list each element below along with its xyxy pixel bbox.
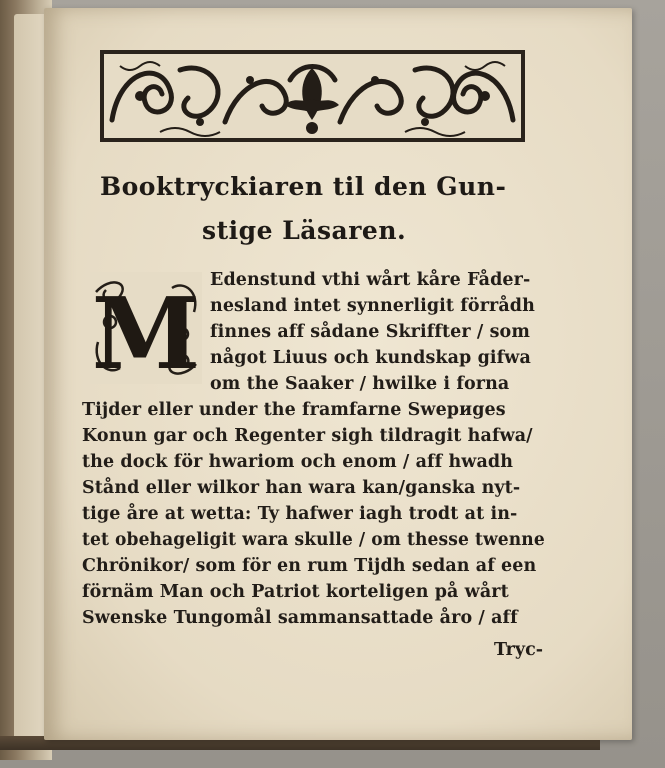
ornamental-headpiece: [100, 50, 525, 142]
body-line: Edenstund vthi wårt kåre Fåder-: [210, 270, 531, 290]
body-line: finnes aff sådane Skriffter / som: [210, 322, 530, 342]
body-line: Chrönikor/ som för en rum Tijdh sedan af een: [82, 556, 537, 576]
title-line-2: stige Läsaren.: [202, 216, 407, 245]
body-line: Konun gar och Regenter sigh tildragit hafwa/: [82, 426, 533, 446]
body-line: förnäm Man och Patriot korteligen på wårt: [82, 582, 509, 602]
catchword: Tryc-: [493, 640, 543, 660]
body-line: Stånd eller wilkor han wara kan/ganska nyt-: [82, 478, 521, 498]
body-line: the dock för hwariom och enom / aff hwadh: [82, 452, 514, 472]
body-line: tet obehageligit wara skulle / om thesse twenne: [82, 530, 545, 550]
body-line: om the Saaker / hwilke i forna: [210, 374, 510, 394]
body-line: något Liuus och kundskap gifwa: [210, 348, 531, 368]
decorated-initial: [90, 272, 202, 384]
body-line: tige åre at wetta: Ty hafwer iagh trodt at in-: [82, 504, 518, 524]
body-line: Swenske Tungomål sammansattade åro / aff: [82, 608, 518, 628]
body-line: nesland intet synnerligit förrådh: [210, 296, 535, 316]
title-line-1: Booktryckiaren til den Gun-: [100, 172, 507, 201]
initial-letter: M: [91, 277, 201, 384]
page-title: [100, 165, 540, 253]
body-line: Tijder eller under the framfarne Swериges: [82, 400, 506, 420]
